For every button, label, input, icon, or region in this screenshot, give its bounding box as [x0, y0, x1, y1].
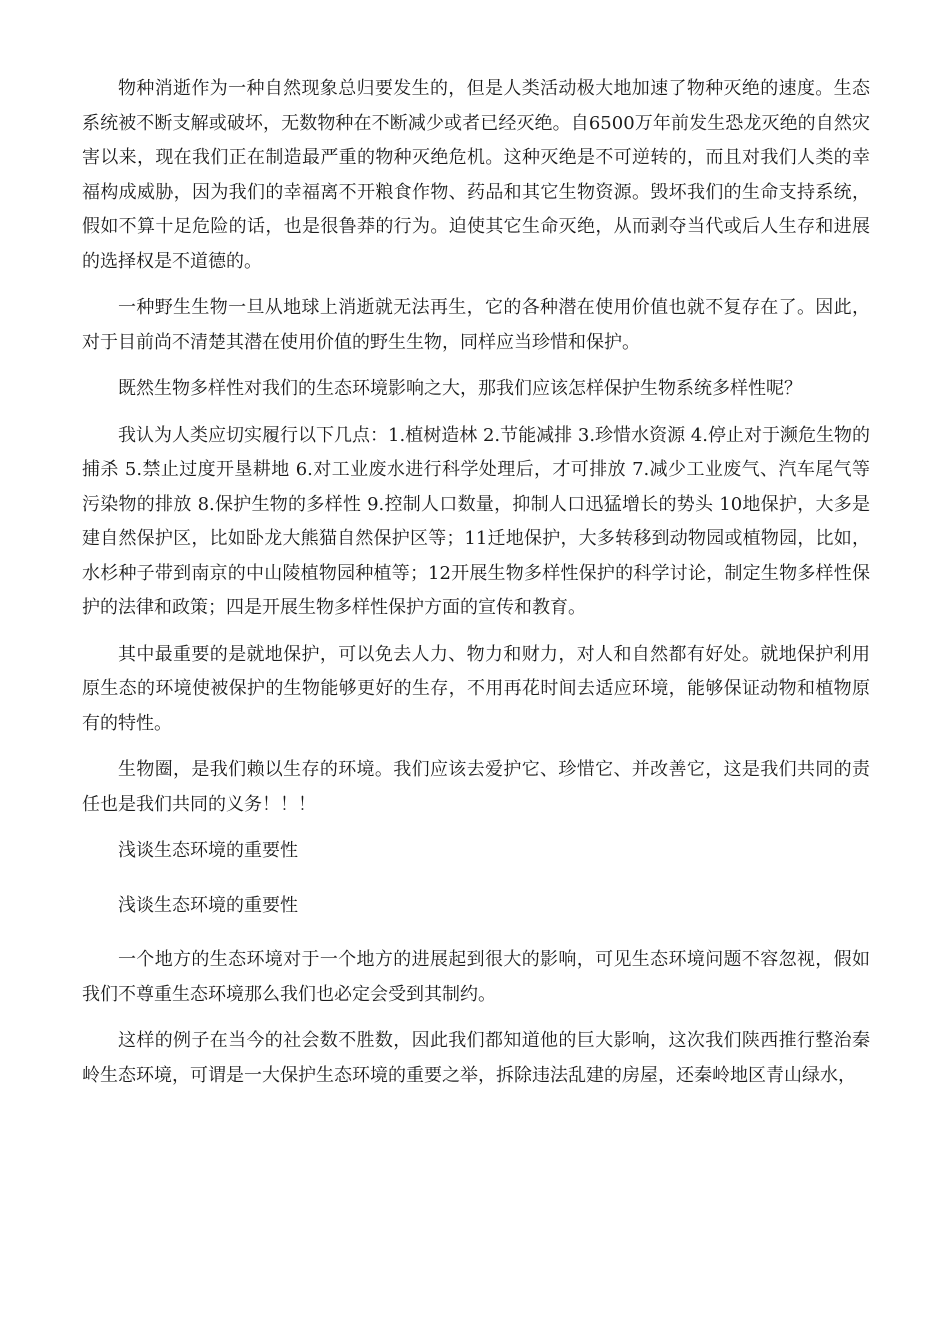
paragraph-biosphere: 生物圈，是我们赖以生存的环境。我们应该去爱护它、珍惜它、并改善它，这是我们共同的责任也是我们共同的义务！！！	[82, 759, 870, 815]
paragraph-qinling-example: 这样的例子在当今的社会数不胜数，因此我们都知道他的巨大影响，这次我们陕西推行整治秦岭生态环境，可谓是一大保护生态环境的重要之举，拆除违法乱建的房屋，还秦岭地区青山绿水，	[82, 1030, 870, 1086]
paragraph-question: 既然生物多样性对我们的生态环境影响之大，那我们应该怎样保护生物系统多样性呢？	[118, 378, 802, 399]
document-page	[82, 72, 870, 1105]
paragraph-local-environment: 一个地方的生态环境对于一个地方的进展起到很大的影响，可见生态环境问题不容忽视，假如我们不尊重生态环境那么我们也必定会受到其制约。	[82, 949, 870, 1005]
essay-title: 浅谈生态环境的重要性	[118, 840, 298, 861]
paragraph-species-extinction: 物种消逝作为一种自然现象总归要发生的，但是人类活动极大地加速了物种灭绝的速度。生态系统被不断支解或破坏，无数物种在不断减少或者已经灭绝。自6500万年前发生恐龙灭绝的自然灾害以来，现在我们正在制造最严重的物种灭绝危机。这种灭绝是不可逆转的，而且对我们人类的幸福构成威胁，因为我们的幸福离不开粮食作物、药品和其它生物资源。毁坏我们的生命支持系统，假如不算十足危险的话，也是很鲁莽的行为。迫使其它生命灭绝，从而剥夺当代或后人生存和进展的选择权是不道德的。	[82, 78, 870, 272]
paragraph-measures-list: 我认为人类应切实履行以下几点：1.植树造林 2.节能减排 3.珍惜水资源 4.停止对于濒危生物的捕杀 5.禁止过度开垦耕地 6.对工业废水进行科学处理后，才可排放 7.减少工业废气、汽车尾气等污染物的排放 8.保护生物的多样性 9.控制人口数量，抑制人口迅猛增长的势头 10地保护，大多是建自然保护区，比如卧龙大熊猫自然保护区等；11迁地保护，大多转移到动物园或植物园，比如，水杉种子带到南京的中山陵植物园种植等；12开展生物多样性保护的科学讨论，制定生物多样性保护的法律和政策；四是开展生物多样性保护方面的宣传和教育。	[82, 424, 870, 618]
essay-title-repeat: 浅谈生态环境的重要性	[118, 894, 298, 916]
paragraph-in-situ-protection: 其中最重要的是就地保护，可以免去人力、物力和财力，对人和自然都有好处。就地保护利用原生态的环境使被保护的生物能够更好的生存，不用再花时间去适应环境，能够保证动物和植物原有的特性。	[82, 643, 870, 734]
paragraph-wildlife-value: 一种野生生物一旦从地球上消逝就无法再生，它的各种潜在使用价值也就不复存在了。因此，对于目前尚不清楚其潜在使用价值的野生生物，同样应当珍惜和保护。	[82, 297, 870, 353]
